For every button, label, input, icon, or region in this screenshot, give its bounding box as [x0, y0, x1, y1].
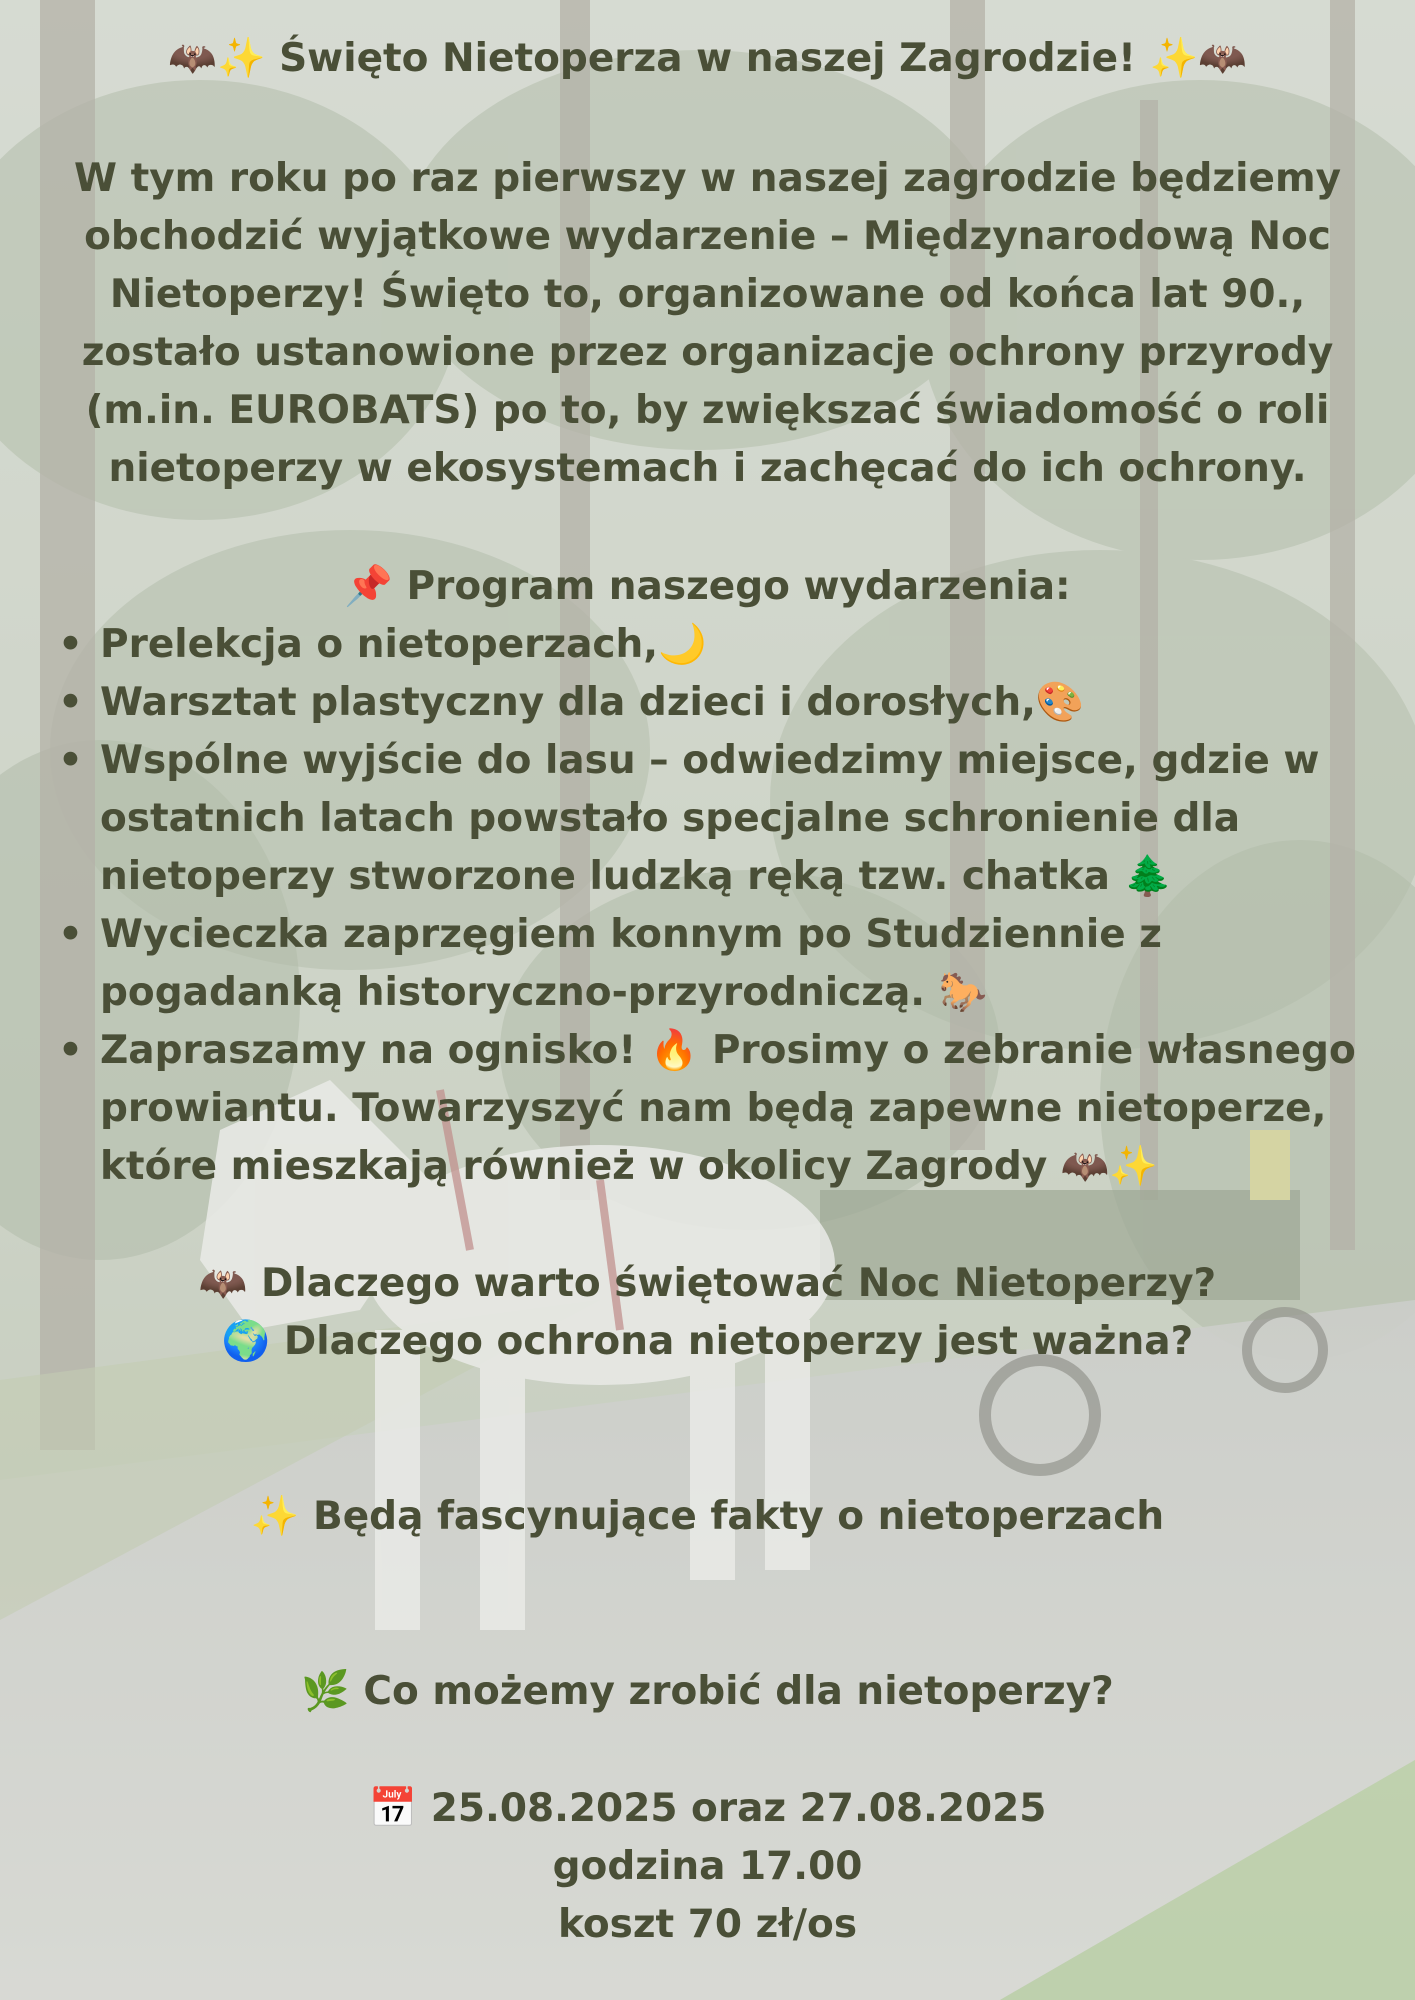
event-dates: 📅 25.08.2025 oraz 27.08.2025: [368, 1786, 1047, 1831]
program-item-bonfire: • Zapraszamy na ognisko! 🔥 Prosimy o zebranie własnego prowiantu. Towarzyszyć nam będą zapewne nietoperze, które mieszkają również w okolicy Zagrody 🦇✨: [55, 1022, 1385, 1196]
event-cost: koszt 70 zł/os: [557, 1902, 858, 1947]
program-item-lecture: • Prelekcja o nietoperzach,🌙: [55, 616, 1385, 674]
program-item-workshop: • Warsztat plastyczny dla dzieci i dorosłych,🎨: [55, 674, 1385, 732]
poster-title: 🦇✨ Święto Nietoperza w naszej Zagrodzie! ✨🦇: [168, 36, 1247, 81]
event-time: godzina 17.00: [552, 1844, 863, 1889]
help-question: 🌿 Co możemy zrobić dla nietoperzy?: [301, 1669, 1114, 1714]
program-list: [55, 616, 1385, 1196]
program-item-forest-walk: • Wspólne wyjście do lasu – odwiedzimy miejsce, gdzie w ostatnich latach powstało specjalne schronienie dla nietoperzy stworzone ludzką ręką tzw. chatka 🌲: [55, 732, 1385, 906]
question-why-celebrate: 🦇 Dlaczego warto świętować Noc Nietoperzy?: [198, 1261, 1217, 1306]
facts-line: ✨ Będą fascynujące fakty o nietoperzach: [250, 1494, 1165, 1539]
program-item-carriage-ride: • Wycieczka zaprzęgiem konnym po Studziennie z pogadanką historyczno-przyrodniczą. 🐎: [55, 906, 1385, 1022]
question-why-protect: 🌍 Dlaczego ochrona nietoperzy jest ważna?: [221, 1319, 1194, 1364]
intro-paragraph: W tym roku po raz pierwszy w naszej zagrodzie będziemy obchodzić wyjątkowe wydarzenie – Międzynarodową Noc Nietoperzy! Święto to, organizowane od końca lat 90., zostało ustanowione przez organizacje ochrony przyrody (m.in. EUROBATS) po to, by zwiększać świadomość o roli nietoperzy w ekosystemach i zachęcać do ich ochrony.: [73, 156, 1342, 491]
program-heading: 📌 Program naszego wydarzenia:: [344, 564, 1071, 609]
